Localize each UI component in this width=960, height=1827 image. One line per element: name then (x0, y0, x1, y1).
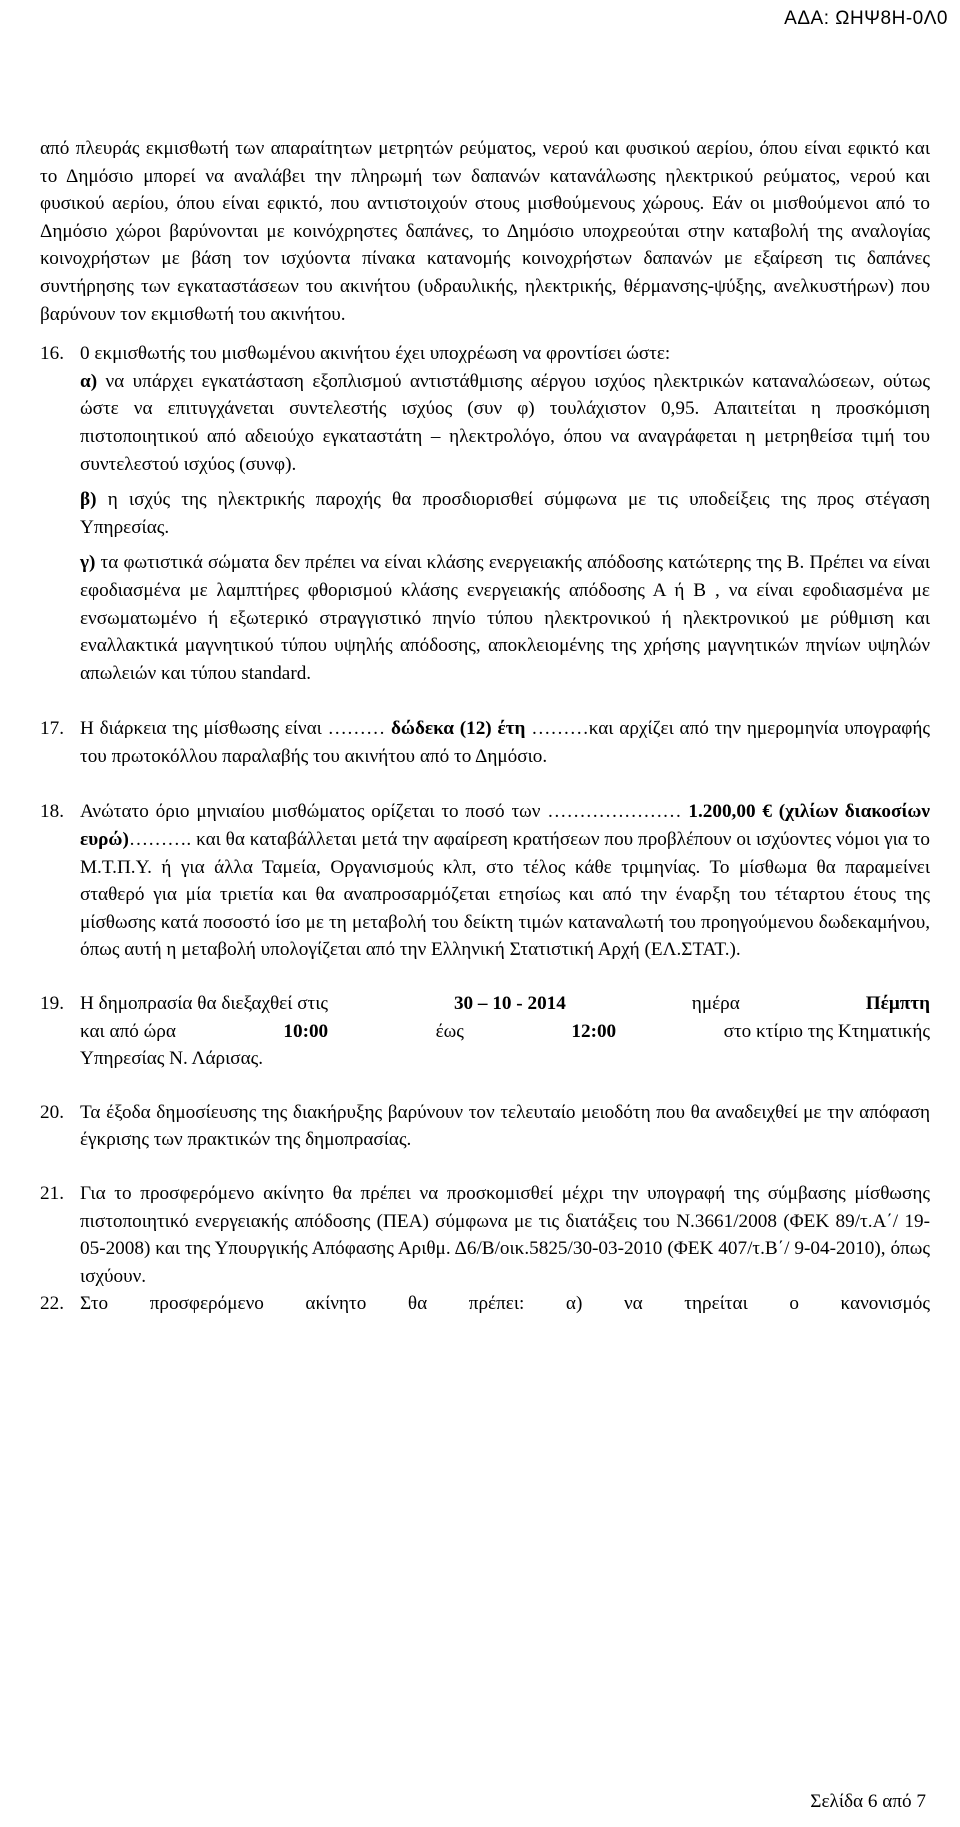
clause-19 (40, 990, 930, 1073)
clause-20 (40, 1099, 930, 1154)
clause-number: 17. (40, 718, 64, 740)
clause-16-a (80, 368, 930, 478)
auction-time-label: και από ώρα (80, 1020, 176, 1042)
auction-day-label: ημέρα (691, 993, 740, 1015)
clause-21 (40, 1180, 930, 1290)
clause-number: 21. (40, 1183, 64, 1204)
clause-16-c-text: τα φωτιστικά σώματα δεν πρέπει να είναι κλάσης ενεργειακής απόδοσης κατώτερης της Β. Πρέπει να είναι εφοδιασμένα με λαμπτήρες φθορισμού κλάσης ενεργειακής απόδοσης Α ή Β , να είναι εφοδιασμένα με ενσωματωμένο ή εξωτερικό στραγγιστικό πηνίο τύπου ηλεκτρονικού ή ηλεκτρονικού με ρύθμιση και εναλλακτικά μαγνητικού τύπου υψηλής απόδοσης, αποκλειομένης της χρήσης μαγνητικών πηνίων υψηλών απωλειών και τύπου standard. (80, 552, 930, 684)
clause-16-c (80, 549, 930, 687)
lease-duration: δώδεκα (12) έτη (390, 718, 526, 740)
clause-number: 18. (40, 801, 64, 823)
clause-16-b (80, 486, 930, 541)
auction-date-label: Η δημοπρασία θα διεξαχθεί στις (80, 993, 329, 1015)
clause-16-a-text: να υπάρχει εγκατάσταση εξοπλισμού αντιστάθμισης αέργου ισχύος ηλεκτρικών καταναλώσεων, ούτως ώστε να επιτυγχάνεται συντελεστής ισχύος (συν φ) τουλάχιστον 0,95. Απαιτείται η προσκόμιση πιστοποιητικού από αδειούχο εγκαταστάτη – ηλεκτρολόγο, όπου να αναγράφεται η μετρηθείσα τιμή του συντελεστού ισχύος (συνφ). (80, 370, 930, 475)
intro-text-b: Εάν οι μισθούμενοι από το Δημόσιο χώροι βαρύνονται με κοινόχρηστες δαπάνες, το Δημόσιο υποχρεούται στην καταβολή της αναλογίας κοινοχρήστων με βάση τον ισχύοντα πίνακα κατανομής κοινοχρήστων δαπανών με εξαίρεση τις δαπάνες συντήρησης των εγκαταστάσεων του ακινήτου (υδραυλικής, ηλεκτρικής, θέρμανσης-ψύξης, ανελκυστήρων) που βαρύνουν τον εκμισθωτή του ακινήτου. (40, 193, 930, 325)
clause-18 (40, 798, 930, 964)
auction-time-from: 10:00 (283, 1020, 329, 1042)
clause-18-text-b: ………. και θα καταβάλλεται μετά την αφαίρεση κρατήσεων που προβλέπουν οι ισχύοντες νόμοι για το Μ.Τ.Π.Υ. ή για άλλα Ταμεία, Οργανισμούς κλπ, στο τέλος κάθε τριμηνίας. Το μίσθωμα θα παραμείνει σταθερό για μία τριετία και θα αναπροσαρμόζεται ετησίως και από την έναρξη του τέταρτου έτους της μίσθωσης κατά ποσοστό ίσο με τη μεταβολή του δείκτη τιμών καταναλωτή του προηγούμενου δωδεκαμήνου, όπως αυτή η μεταβολή υπολογίζεται από την Ελληνική Στατιστική Αρχή (ΕΛ.ΣΤΑΤ.). (80, 829, 930, 961)
auction-time-to: 12:00 (571, 1020, 617, 1042)
clause-16-lead: 0 εκμισθωτής του μισθωμένου ακινήτου έχει υποχρέωση να φροντίσει ώστε: (80, 343, 671, 365)
clause-22 (40, 1290, 930, 1318)
auction-date-line (80, 990, 930, 1018)
intro-paragraph (40, 135, 930, 328)
document-body (40, 135, 930, 1318)
clause-number: 20. (40, 1101, 64, 1123)
clause-17-text-a: Η διάρκεια της μίσθωσης είναι ……… (80, 718, 391, 740)
auction-location: στο κτίριο της Κτηματικής (723, 1020, 930, 1042)
clause-16-c-label: γ) (80, 552, 96, 574)
auction-date: 30 – 10 - 2014 (453, 993, 566, 1015)
clause-22-text: Στο προσφερόμενο ακίνητο θα πρέπει: α) να τηρείται ο κανονισμός (80, 1293, 930, 1315)
clause-16 (40, 340, 930, 687)
auction-day: Πέμπτη (865, 993, 930, 1015)
auction-time-line (80, 1018, 930, 1046)
clause-17 (40, 715, 930, 770)
ada-header: ΑΔΑ: ΩΗΨ8Η-0Λ0 (784, 8, 948, 29)
page-number: Σελίδα 6 από 7 (810, 1791, 926, 1812)
clause-17-text-b: ………και αρχίζει από την ημερομηνία υπογραφής του πρωτοκόλλου παραλαβής του ακινήτου από το Δημόσιο. (80, 718, 930, 767)
clause-18-text-a: Ανώτατο όριο μηνιαίου μισθώματος ορίζεται το ποσό των ………………… (80, 801, 689, 823)
clause-18-text (80, 798, 930, 964)
clause-16-b-text: η ισχύς της ηλεκτρικής παροχής θα προσδιορισθεί σύμφωνα με τις υποδείξεις της προς στέγαση Υπηρεσίας. (80, 489, 930, 538)
clause-number: 22. (40, 1293, 64, 1315)
clause-16-a-label: α) (80, 370, 98, 392)
clause-number: 16. (40, 343, 64, 365)
clause-17-text (80, 715, 930, 770)
clause-number: 19. (40, 993, 64, 1015)
intro-text-a: από πλευράς εκμισθωτή των απαραίτητων μετρητών ρεύματος, νερού και φυσικού αερίου, όπου είναι εφικτό και το Δημόσιο μπορεί να αναλάβει την πληρωμή των δαπανών κατανάλωσης ηλεκτρικού ρεύματος, νερού και φυσικού αερίου, όπου είναι εφικτό, που αντιστοιχούν στους μισθούμενους χώρους. (40, 138, 930, 215)
clause-21-text: Για το προσφερόμενο ακίνητο θα πρέπει να προσκομισθεί μέχρι την υπογραφή της σύμβασης μίσθωσης πιστοποιητικό ενεργειακής απόδοσης (ΠΕΑ) σύμφωνα με τις διατάξεις του Ν.3661/2008 (ΦΕΚ 89/τ.Α΄/ 19-05-2008) και της Υπουργικής Απόφασης Αριθμ. Δ6/Β/οικ.5825/30-03-2010 (ΦΕΚ 407/τ.Β΄/ 9-04-2010), όπως ισχύουν. (80, 1183, 930, 1287)
auction-time-sep: έως (435, 1020, 464, 1042)
clause-16-b-label: β) (80, 489, 97, 511)
rent-amount: 1.200,00 € (χιλίων διακοσίων ευρώ) (80, 801, 930, 851)
clause-20-text: Τα έξοδα δημοσίευσης της διακήρυξης βαρύνουν τον τελευταίο μειοδότη που θα αναδειχθεί με την απόφαση έγκρισης των πρακτικών της δημοπρασίας. (80, 1101, 930, 1151)
auction-location-cont: Υπηρεσίας Ν. Λάρισας. (80, 1048, 264, 1070)
